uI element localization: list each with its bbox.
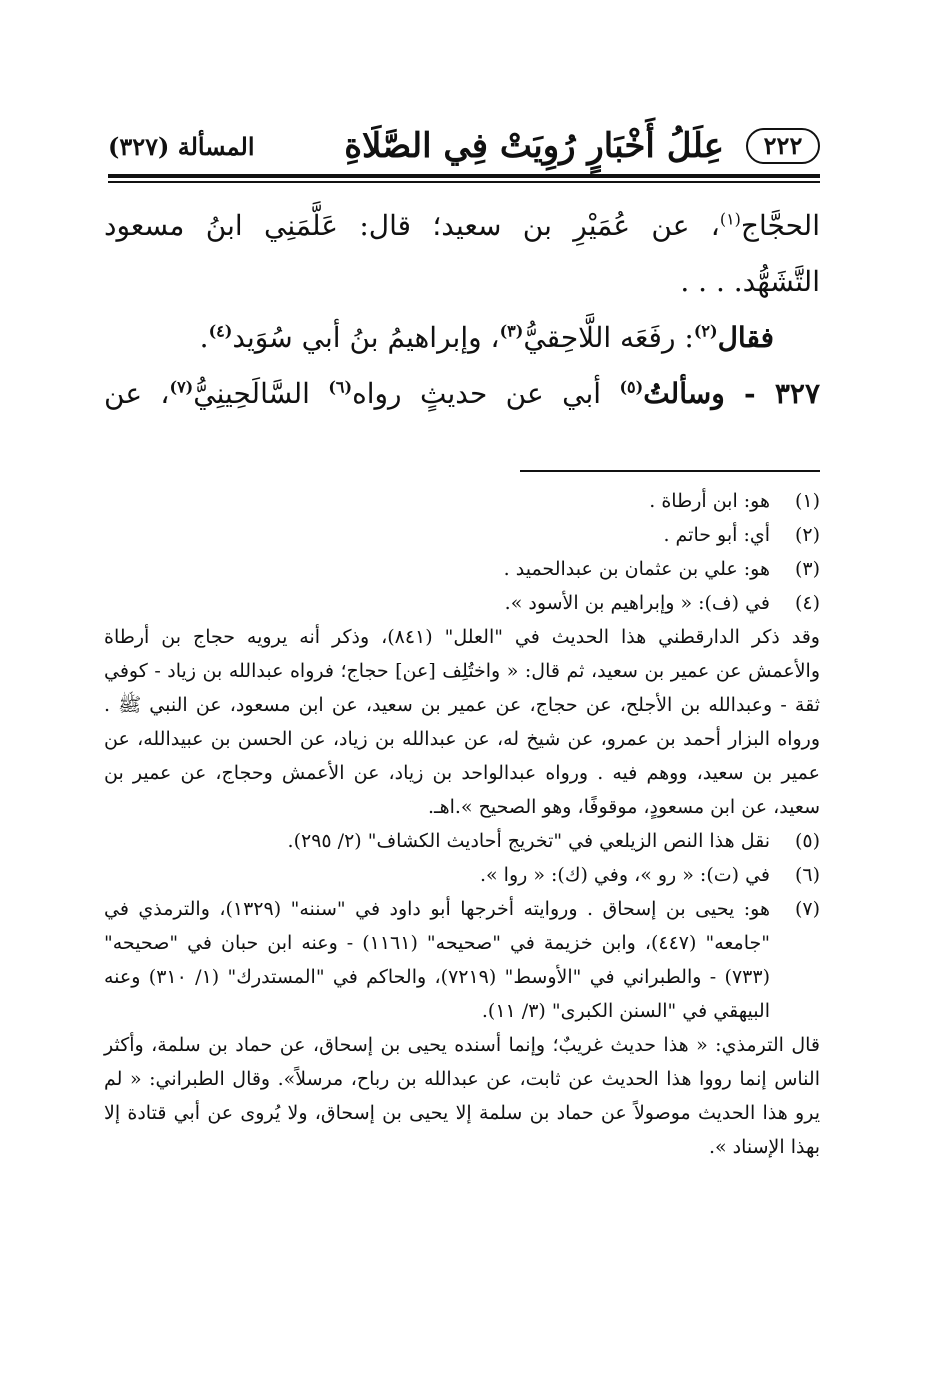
footnote-text: هو: ابن أرطاة . bbox=[649, 490, 770, 512]
main-text-segment: ، عن عُمَيْرِ بن سعيد؛ قال: عَلَّمَنِي ابنُ مسعود bbox=[104, 209, 720, 242]
footnote-7-continuation: قال الترمذي: « هذا حديث غريبٌ؛ وإنما أسنده يحيى بن إسحاق، عن حماد بن سلمة، وأكثر الناس إنما رووا هذا الحديث عن ثابت، عن عبدالله بن رباح، مرسلاً». وقال الطبراني: « لم يرو هذا الحديث موصولاً عن حماد بن سلمة إلا يحيى بن إسحاق، ولا يُروى عن أبي قتادة إلا بهذا الإسناد ». bbox=[104, 1034, 820, 1158]
main-text bbox=[104, 198, 820, 422]
footnote-1 bbox=[104, 484, 820, 518]
main-text-segment: الحجَّاج bbox=[740, 209, 820, 242]
question-line bbox=[104, 366, 820, 422]
footnote-ref: (١) bbox=[719, 209, 741, 229]
main-text-segment: أبي عن حديثٍ رواه bbox=[352, 377, 620, 410]
footnote-text: في (ت): « رو »، وفي (ك): « روا ». bbox=[479, 864, 770, 886]
main-line-2 bbox=[104, 254, 820, 310]
footnote-number: (٥) bbox=[794, 830, 820, 852]
footnote-4 bbox=[104, 586, 820, 620]
footnote-7 bbox=[104, 892, 820, 1028]
footnote-4-continuation: وقد ذكر الدارقطني هذا الحديث في "العلل" (٨٤١)، وذكر أنه يرويه حجاج بن أرطاة والأعمش عن عمير بن سعيد، ثم قال: « واختُلِف [عن] حجاج؛ فرواه عبدالله بن زياد - كوفي ثقة - وعبدالله بن الأجلح، عن حجاج، عن عمير بن سعيد، عن ابن مسعود، عن النبي ﷺ . ورواه البزار أحمد بن عمرو، عن شيخ له، عن عبدالله بن زياد، عن الحسن بن عبيدالله، عن عمير بن سعيد، ووهم فيه . ورواه عبدالواحد بن زياد، عن الأعمش وحجاج، عن عمير بن سعيد، عن ابن مسعودٍ، موقوفًا، وهو الصحيح ».اهـ. bbox=[104, 626, 820, 818]
footnote-separator bbox=[520, 470, 820, 472]
page-number: ٢٢٢ bbox=[746, 128, 820, 164]
footnote-ref: (٥) bbox=[619, 377, 644, 397]
main-text-segment: فقال bbox=[717, 321, 774, 354]
main-text-segment: التَّشَهُّد. . . . bbox=[680, 265, 820, 298]
footnote-3 bbox=[104, 552, 820, 586]
footnote-number: (٢) bbox=[794, 524, 820, 546]
issue-label: المسألة (٣٢٧) bbox=[108, 132, 255, 161]
footnote-text: هو: علي بن عثمان بن عبدالحميد . bbox=[503, 558, 770, 580]
footnote-number: (١) bbox=[794, 490, 820, 512]
footnote-ref: (٦) bbox=[328, 377, 353, 397]
footnote-ref: (٧) bbox=[169, 377, 194, 397]
footnote-ref: (٢) bbox=[693, 321, 718, 341]
book-title: عِلَلُ أَخْبَارٍ رُوِيَتْ فِي الصَّلَاةِ bbox=[344, 126, 724, 166]
footnote-ref: (٣) bbox=[499, 321, 524, 341]
footnote-ref: (٤) bbox=[208, 321, 233, 341]
header-rule-thin bbox=[108, 181, 820, 183]
main-line-1 bbox=[104, 198, 820, 254]
main-text-segment: . bbox=[199, 321, 209, 354]
footnote-number: (٤) bbox=[794, 592, 820, 614]
footnote-number: (٣) bbox=[794, 558, 820, 580]
footnote-text: أي: أبو حاتم . bbox=[663, 524, 770, 546]
footnote-2 bbox=[104, 518, 820, 552]
main-text-segment: ، وإبراهيمُ بنُ أبي سُوَيد bbox=[232, 321, 500, 354]
footnote-number: (٦) bbox=[794, 864, 820, 886]
main-text-segment: ، عن bbox=[104, 377, 170, 410]
footnote-text: هو: يحيى بن إسحاق . وروايته أخرجها أبو داود في "سننه" (١٣٢٩)، والترمذي في "جامعه" (٤٤٧)، وابن خزيمة في "صحيحه" (١١٦١) - وعنه ابن حبان في "صحيحه" (٧٣٣) - والطبراني في "الأوسط" (٧٢١٩)، والحاكم في "المستدرك" (١/ ٣١٠) وعنه البيهقي في "السنن الكبرى" (٣/ ١١). bbox=[104, 898, 770, 1022]
footnote-number: (٧) bbox=[794, 898, 820, 920]
main-text-segment: السَّالَحِينِيُّ bbox=[193, 377, 329, 410]
footnote-text: في (ف): « وإبراهيم بن الأسود ». bbox=[504, 592, 770, 614]
footnotes bbox=[104, 484, 820, 1164]
footnote-text: نقل هذا النص الزيلعي في "تخريج أحاديث الكشاف" (٢/ ٢٩٥). bbox=[287, 830, 770, 852]
header-rule-thick bbox=[108, 174, 820, 178]
page-header bbox=[108, 122, 820, 172]
question-number: ٣٢٧ - وسألتُ bbox=[643, 377, 820, 410]
main-line-3 bbox=[104, 310, 820, 366]
footnote-6 bbox=[104, 858, 820, 892]
footnote-5 bbox=[104, 824, 820, 858]
main-text-segment: : رفَعَه اللَّاحِقيُّ bbox=[523, 321, 694, 354]
